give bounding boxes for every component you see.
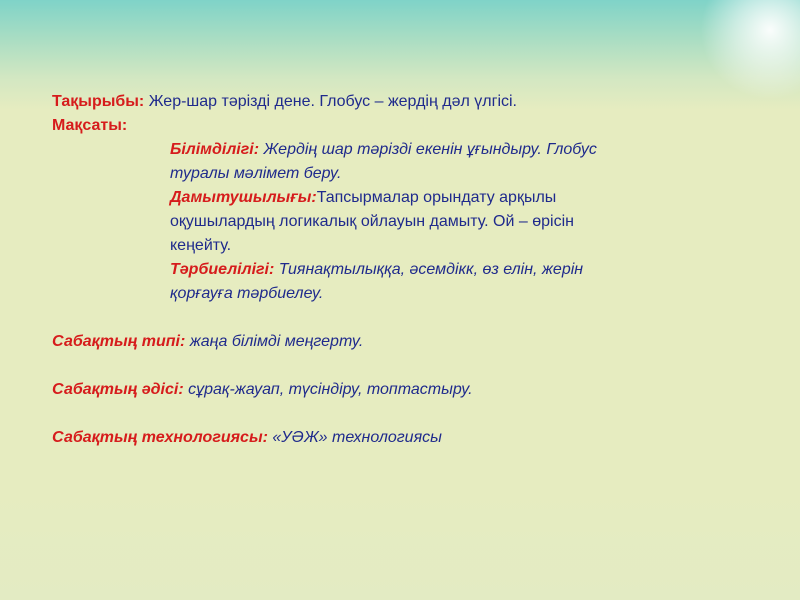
upbringing-line-1 bbox=[52, 258, 752, 282]
upbringing-label: Тәрбиелілігі: bbox=[170, 261, 275, 278]
spacer bbox=[52, 402, 752, 426]
bottom-band bbox=[0, 480, 800, 600]
educational-text-1: Жердің шар тәрізді екенін ұғындыру. Глобус bbox=[259, 141, 597, 158]
topic-line bbox=[52, 90, 752, 114]
lesson-technology-text: «УӘЖ» технологиясы bbox=[267, 429, 442, 446]
lesson-type-text: жаңа білімді меңгерту. bbox=[185, 333, 364, 350]
developmental-text-3: кеңейту. bbox=[170, 237, 232, 254]
developmental-line-2 bbox=[52, 210, 752, 234]
educational-label: Білімділігі: bbox=[170, 141, 260, 158]
developmental-text-1: Тапсырмалар орындату арқылы bbox=[316, 189, 557, 206]
lesson-technology-line bbox=[52, 426, 752, 450]
spacer bbox=[52, 306, 752, 330]
goals-label: Мақсаты: bbox=[52, 117, 128, 134]
topic-text: Жер-шар тәрізді дене. Глобус – жердің дәл үлгісі. bbox=[144, 93, 517, 110]
educational-text-2: туралы мәлімет беру. bbox=[170, 165, 342, 182]
lesson-method-text: сұрақ-жауап, түсіндіру, топтастыру. bbox=[183, 381, 473, 398]
upbringing-line-2 bbox=[52, 282, 752, 306]
educational-line-1 bbox=[52, 138, 752, 162]
lesson-type-label: Сабақтың типі: bbox=[52, 333, 186, 350]
spacer bbox=[52, 354, 752, 378]
lesson-method-line bbox=[52, 378, 752, 402]
educational-line-2 bbox=[52, 162, 752, 186]
developmental-line-3 bbox=[52, 234, 752, 258]
slide-content bbox=[52, 90, 752, 450]
lesson-type-line bbox=[52, 330, 752, 354]
developmental-line-1 bbox=[52, 186, 752, 210]
upbringing-text-2: қорғауға тәрбиелеу. bbox=[170, 285, 324, 302]
developmental-text-2: оқушылардың логикалық ойлауын дамыту. Ой – өрісін bbox=[170, 213, 574, 230]
topic-label: Тақырыбы: bbox=[52, 93, 145, 110]
upbringing-text-1: Тиянақтылыққа, әсемдікк, өз елін, жерін bbox=[274, 261, 584, 278]
developmental-label: Дамытушылығы: bbox=[170, 189, 317, 206]
goals-line bbox=[52, 114, 752, 138]
lesson-method-label: Сабақтың әдісі: bbox=[52, 381, 184, 398]
lesson-technology-label: Сабақтың технологиясы: bbox=[52, 429, 268, 446]
